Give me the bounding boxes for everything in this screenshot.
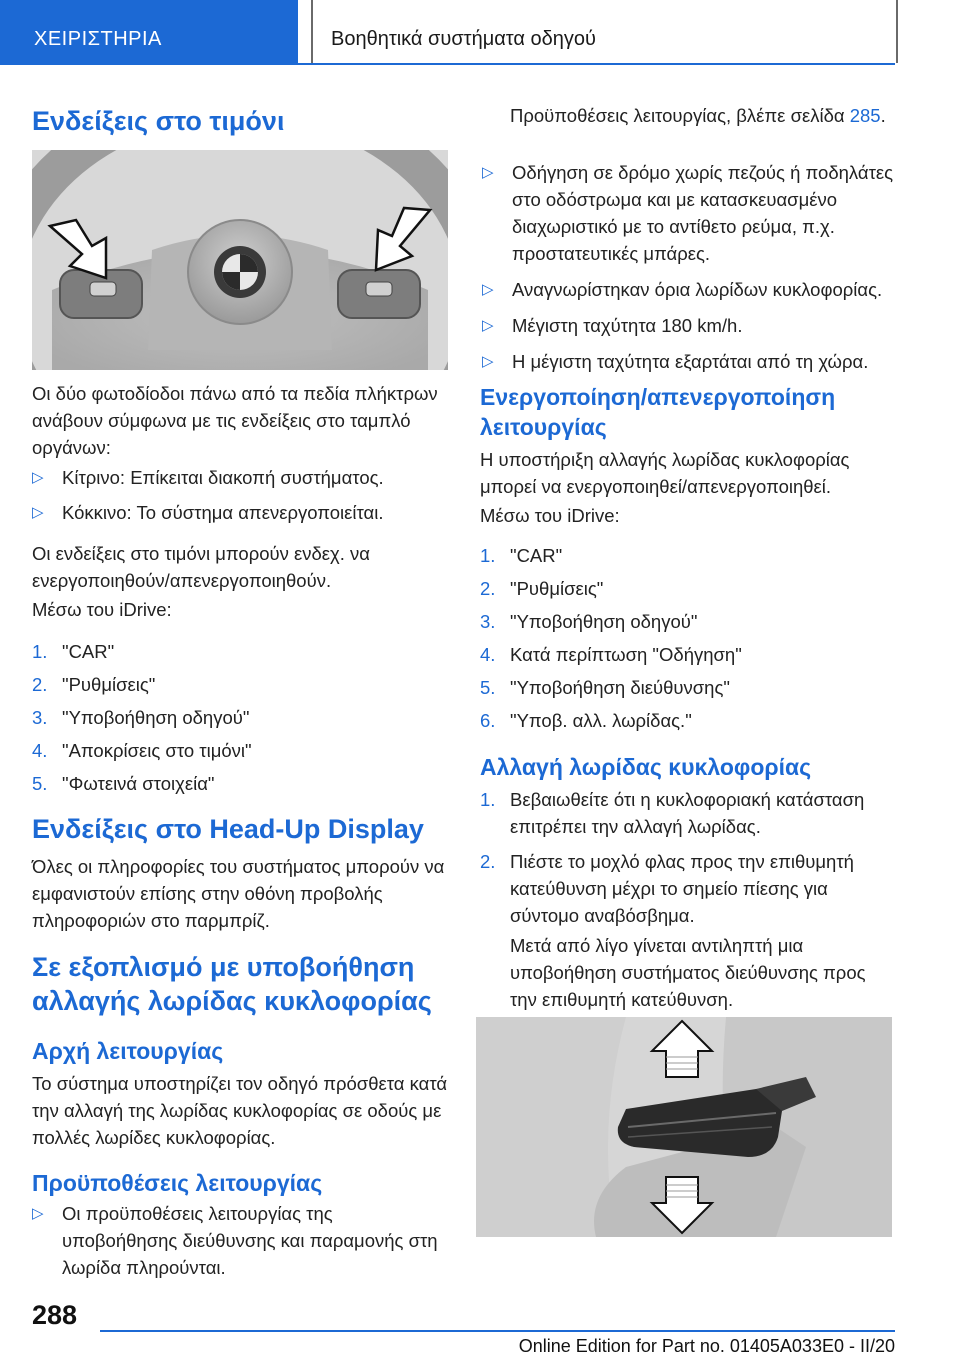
bullet-list-conditions (482, 159, 894, 375)
list-item: 2. "Ρυθμίσεις" (480, 578, 604, 599)
heading-lane-change: Σε εξοπλισμό με υποβοήθηση αλλαγής λωρίδας κυκλοφορίας (32, 952, 432, 1016)
header-rule (0, 63, 895, 65)
steps-lane-change (480, 786, 894, 929)
section-tab (0, 0, 298, 64)
list-item: 1. Βεβαιωθείτε ότι η κυκλοφοριακή κατάσταση επιτρέπει την αλλαγή λωρίδας. (480, 789, 865, 837)
heading-lane-change-action: Αλλαγή λωρίδας κυκλοφορίας (480, 754, 812, 780)
prereq-list (32, 1200, 450, 1281)
list-item: 1. "CAR" (480, 545, 563, 566)
chapter-title: Βοηθητικά συστήματα οδηγού (331, 28, 596, 50)
heading-hud: Ενδείξεις στο Head-Up Display (32, 814, 424, 844)
page-number: 288 (32, 1300, 78, 1330)
list-item: 3. "Υποβοήθηση οδηγού" (32, 707, 250, 728)
list-item: ▷ Αναγνωρίστηκαν όρια λωρίδων κυκλοφορίας. (482, 279, 883, 300)
heading-principle: Αρχή λειτουργίας (32, 1038, 224, 1064)
list-item: 4. "Αποκρίσεις στο τιμόνι" (32, 740, 252, 761)
list-item: 2. Πιέστε το μοχλό φλας προς την επιθυμητή κατεύθυνση μέχρι το σημείο πίεσης για σύντομο αναβόσβημα. (480, 851, 854, 926)
paragraph-after: Μετά από λίγο γίνεται αντιληπτή μια υποβοήθηση συστήματος διεύθυνσης προς την επιθυμητή κατεύθυνση. (510, 935, 866, 1010)
steps-steering (32, 638, 450, 797)
page-link[interactable]: 285 (849, 105, 881, 126)
paragraph-leds: Οι δύο φωτοδίοδοι πάνω από τα πεδία πλήκτρων ανάβουν σύμφωνα με τις ενδείξεις στο ταμπλό οργάνων: (32, 383, 438, 458)
footer-rule (100, 1330, 895, 1332)
turn-signal-illustration (476, 1017, 892, 1237)
list-item: ▷ Κόκκινο: Το σύστημα απενεργοποιείται. (32, 502, 384, 523)
turn-signal-image (476, 1017, 892, 1237)
list-item: 1. "CAR" (32, 641, 115, 662)
bullet-list-leds (32, 464, 450, 526)
list-item: ▷ Οι προϋποθέσεις λειτουργίας της υποβοήθησης διεύθυνσης και παραμονής στη λωρίδα πληρούνται. (32, 1203, 438, 1278)
heading-prerequisites: Προϋποθέσεις λειτουργίας (32, 1170, 323, 1196)
chapter-header (311, 0, 898, 63)
paragraph-enable: Οι ενδείξεις στο τιμόνι μπορούν ενδεχ. να ενεργοποιηθούν/απενεργοποιηθούν. (32, 543, 370, 591)
list-item: ▷ Η μέγιστη ταχύτητα εξαρτάται από τη χώρα. (482, 351, 869, 372)
list-item: 5. "Φωτεινά στοιχεία" (32, 773, 215, 794)
paragraph-principle: Το σύστημα υποστηρίζει τον οδηγό πρόσθετα κατά την αλλαγή της λωρίδας κυκλοφορίας σε οδούς με πολλές λωρίδες κυκλοφορίας. (32, 1073, 448, 1148)
paragraph-continuation: Προϋποθέσεις λειτουργίας, βλέπε σελίδα 285. (510, 105, 886, 126)
page-header (0, 0, 960, 66)
list-item: 4. Κατά περίπτωση "Οδήγηση" (480, 644, 742, 665)
list-item: 3. "Υποβοήθηση οδηγού" (480, 611, 698, 632)
steering-wheel-image (32, 150, 448, 370)
paragraph-hud: Όλες οι πληροφορίες του συστήματος μπορούν να εμφανιστούν επίσης στην οθόνη προβολής πληροφοριών στο παρμπρίζ. (32, 856, 445, 931)
list-item: ▷ Μέγιστη ταχύτητα 180 km/h. (482, 315, 743, 336)
list-item: 2. "Ρυθμίσεις" (32, 674, 156, 695)
paragraph-idrive: Μέσω του iDrive: (32, 599, 172, 620)
list-item: ▷ Κίτρινο: Επίκειται διακοπή συστήματος. (32, 467, 384, 488)
list-item: 5. "Υποβοήθηση διεύθυνσης" (480, 677, 730, 698)
paragraph-idrive-right: Μέσω του iDrive: (480, 505, 620, 526)
section-label: ΧΕΙΡΙΣΤΗΡΙΑ (34, 28, 162, 50)
list-item: 6. "Υποβ. αλλ. λωρίδας." (480, 710, 692, 731)
steering-wheel-illustration (32, 150, 448, 370)
steps-activation (480, 542, 894, 734)
edition-note: Online Edition for Part no. 01405A033E0 - II/20 (518, 1336, 895, 1356)
heading-steering: Ενδείξεις στο τιμόνι (32, 106, 285, 136)
paragraph-activation: Η υποστήριξη αλλαγής λωρίδας κυκλοφορίας μπορεί να ενεργοποιηθεί/απενεργοποιηθεί. (480, 449, 850, 497)
list-item: ▷ Οδήγηση σε δρόμο χωρίς πεζούς ή ποδηλάτες στο οδόστρωμα και με κατασκευασμένο διαχωριστικό με το αντίθετο ρεύμα, π.χ. προστατευτικές μπάρες. (482, 162, 894, 264)
heading-activation: Ενεργοποίηση/απενεργοποίηση λειτουργίας (480, 384, 836, 440)
